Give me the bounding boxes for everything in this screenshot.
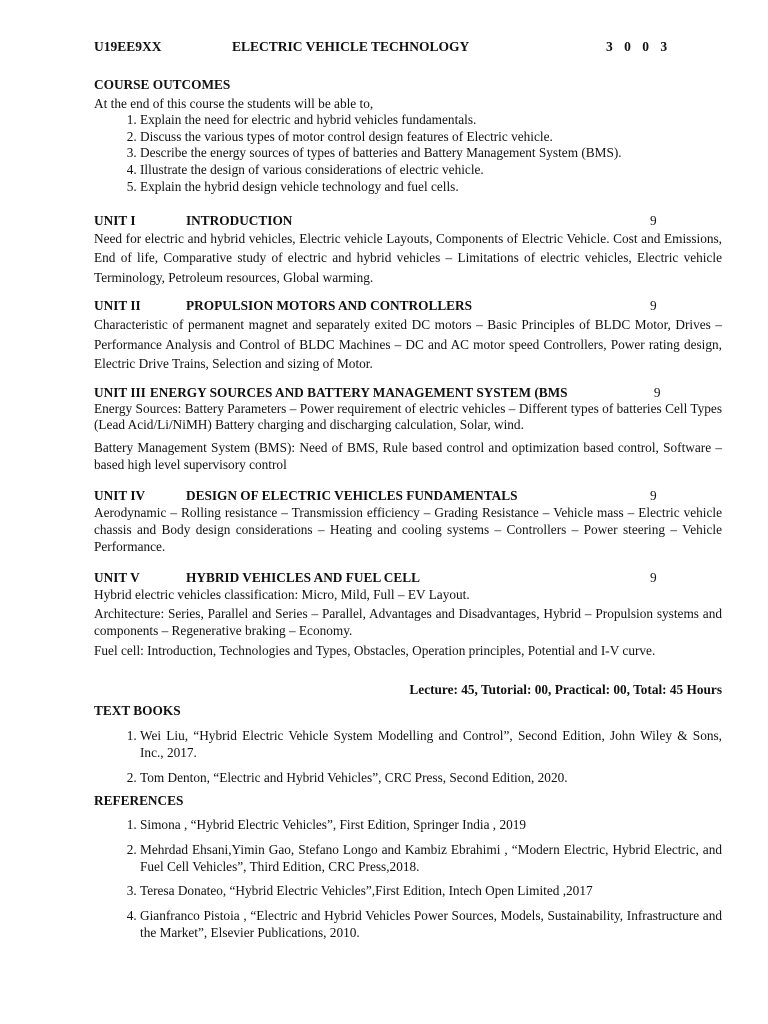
unit-body: Characteristic of permanent magnet and separately exited DC motors – Basic Principles of BLDC Motor, Drives – Performance Analysis and Control of BLDC Machines – DC and AC motor speed Controllers, Power rating design, Electric Drive Trains, Selection and sizing of Motor. <box>94 317 722 372</box>
unit-body: Aerodynamic – Rolling resistance – Transmission efficiency – Grading Resistance – Vehicle mass – Electric vehicle chassis and Body design considerations – Heating and cooling systems – Controllers – Power steering – Vehicle Performance. <box>94 505 722 554</box>
course-credits: 3 0 0 3 <box>606 39 672 54</box>
text-books-title: TEXT BOOKS <box>94 703 181 719</box>
course-outcomes-list <box>94 112 722 196</box>
unit-2 <box>94 297 722 374</box>
unit-hours: 9 <box>650 298 657 314</box>
course-outcomes-title: COURSE OUTCOMES <box>94 77 231 92</box>
unit-5 <box>94 569 722 659</box>
lecture-summary: Lecture: 45, Tutorial: 00, Practical: 00, Total: 45 Hours <box>409 682 722 698</box>
outcome-item: 2. Discuss the various types of motor control design features of Electric vehicle. <box>140 129 722 146</box>
text-books-list <box>94 728 722 786</box>
unit-heading <box>94 569 722 586</box>
unit-hours: 9 <box>650 488 657 504</box>
unit-body: Need for electric and hybrid vehicles, Electric vehicle Layouts, Components of Electric Vehicle. Cost and Emissions, End of life, Comparative study of electric and hybrid vehicles – Limitations of electric vehicles, Electric vehicle Terminology, Petroleum resources, Global warming. <box>94 230 722 285</box>
unit-body: Architecture: Series, Parallel and Series – Parallel, Advantages and Disadvantages, Hybrid – Propulsion systems and components – Regenerative braking – Economy. <box>94 606 722 638</box>
outcome-item: 5. Explain the hybrid design vehicle technology and fuel cells. <box>140 179 722 196</box>
unit-heading <box>94 384 722 401</box>
unit-number: UNIT V <box>94 570 140 586</box>
unit-body: Energy Sources: Battery Parameters – Power requirement of electric vehicles – Different types of batteries Cell Types (Lead Acid/Li/NiMH) Battery charging and discharging calculation, Solar, wind. <box>94 400 722 433</box>
outcome-item: 1. Explain the need for electric and hybrid vehicles fundamentals. <box>140 112 722 129</box>
syllabus-page <box>94 38 722 942</box>
text-book-item: 1. Wei Liu, “Hybrid Electric Vehicle System Modelling and Control”, Second Edition, John Wiley & Sons, Inc., 2017. <box>140 728 722 761</box>
unit-3 <box>94 384 722 474</box>
unit-heading <box>94 297 722 314</box>
outcome-item: 4. Illustrate the design of various considerations of electric vehicle. <box>140 162 722 179</box>
reference-item: 2. Mehrdad Ehsani,Yimin Gao, Stefano Longo and Kambiz Ebrahimi , “Modern Electric, Hybrid Electric, and Fuel Cell Vehicles”, Third Edition, CRC Press,2018. <box>140 842 722 875</box>
unit-name: HYBRID VEHICLES AND FUEL CELL <box>186 570 420 586</box>
reference-item: 3. Teresa Donateo, “Hybrid Electric Vehicles”,First Edition, Intech Open Limited ,2017 <box>140 883 722 900</box>
unit-name: ENERGY SOURCES AND BATTERY MANAGEMENT SYSTEM (BMS <box>149 384 568 400</box>
unit-hours: 9 <box>653 384 661 400</box>
unit-number: UNIT IV <box>94 488 146 504</box>
unit-hours: 9 <box>650 212 657 228</box>
unit-1 <box>94 212 722 288</box>
course-code: U19EE9XX <box>94 39 162 54</box>
course-title: ELECTRIC VEHICLE TECHNOLOGY <box>232 39 470 54</box>
unit-4 <box>94 487 722 555</box>
unit-number: UNIT II <box>94 298 141 314</box>
unit-name: INTRODUCTION <box>186 212 293 228</box>
references-list <box>94 817 722 941</box>
unit-name: PROPULSION MOTORS AND CONTROLLERS <box>186 298 473 314</box>
unit-heading <box>94 212 722 229</box>
text-book-item: 2. Tom Denton, “Electric and Hybrid Vehicles”, CRC Press, Second Edition, 2020. <box>140 770 722 787</box>
course-header <box>94 38 722 56</box>
unit-body: Hybrid electric vehicles classification: Micro, Mild, Full – EV Layout. <box>94 587 470 603</box>
unit-hours: 9 <box>650 570 657 586</box>
reference-item: 1. Simona , “Hybrid Electric Vehicles”, First Edition, Springer India , 2019 <box>140 817 722 834</box>
reference-item: 4. Gianfranco Pistoia , “Electric and Hybrid Vehicles Power Sources, Models, Sustainability, Infrastructure and the Market”, Elsevier Publications, 2010. <box>140 908 722 941</box>
unit-number: UNIT III <box>94 384 146 400</box>
unit-body: Battery Management System (BMS): Need of BMS, Rule based control and optimization based control, Software – based high level supervisory control <box>94 439 722 472</box>
unit-heading <box>94 487 722 504</box>
course-outcomes-intro: At the end of this course the students will be able to, <box>94 96 374 111</box>
unit-body: Fuel cell: Introduction, Technologies and Types, Obstacles, Operation principles, Potential and I-V curve. <box>94 642 656 658</box>
unit-name: DESIGN OF ELECTRIC VEHICLES FUNDAMENTALS <box>186 488 518 504</box>
unit-number: UNIT I <box>94 212 136 228</box>
outcome-item: 3. Describe the energy sources of types of batteries and Battery Management System (BMS). <box>140 145 722 162</box>
references-title: REFERENCES <box>94 793 184 809</box>
